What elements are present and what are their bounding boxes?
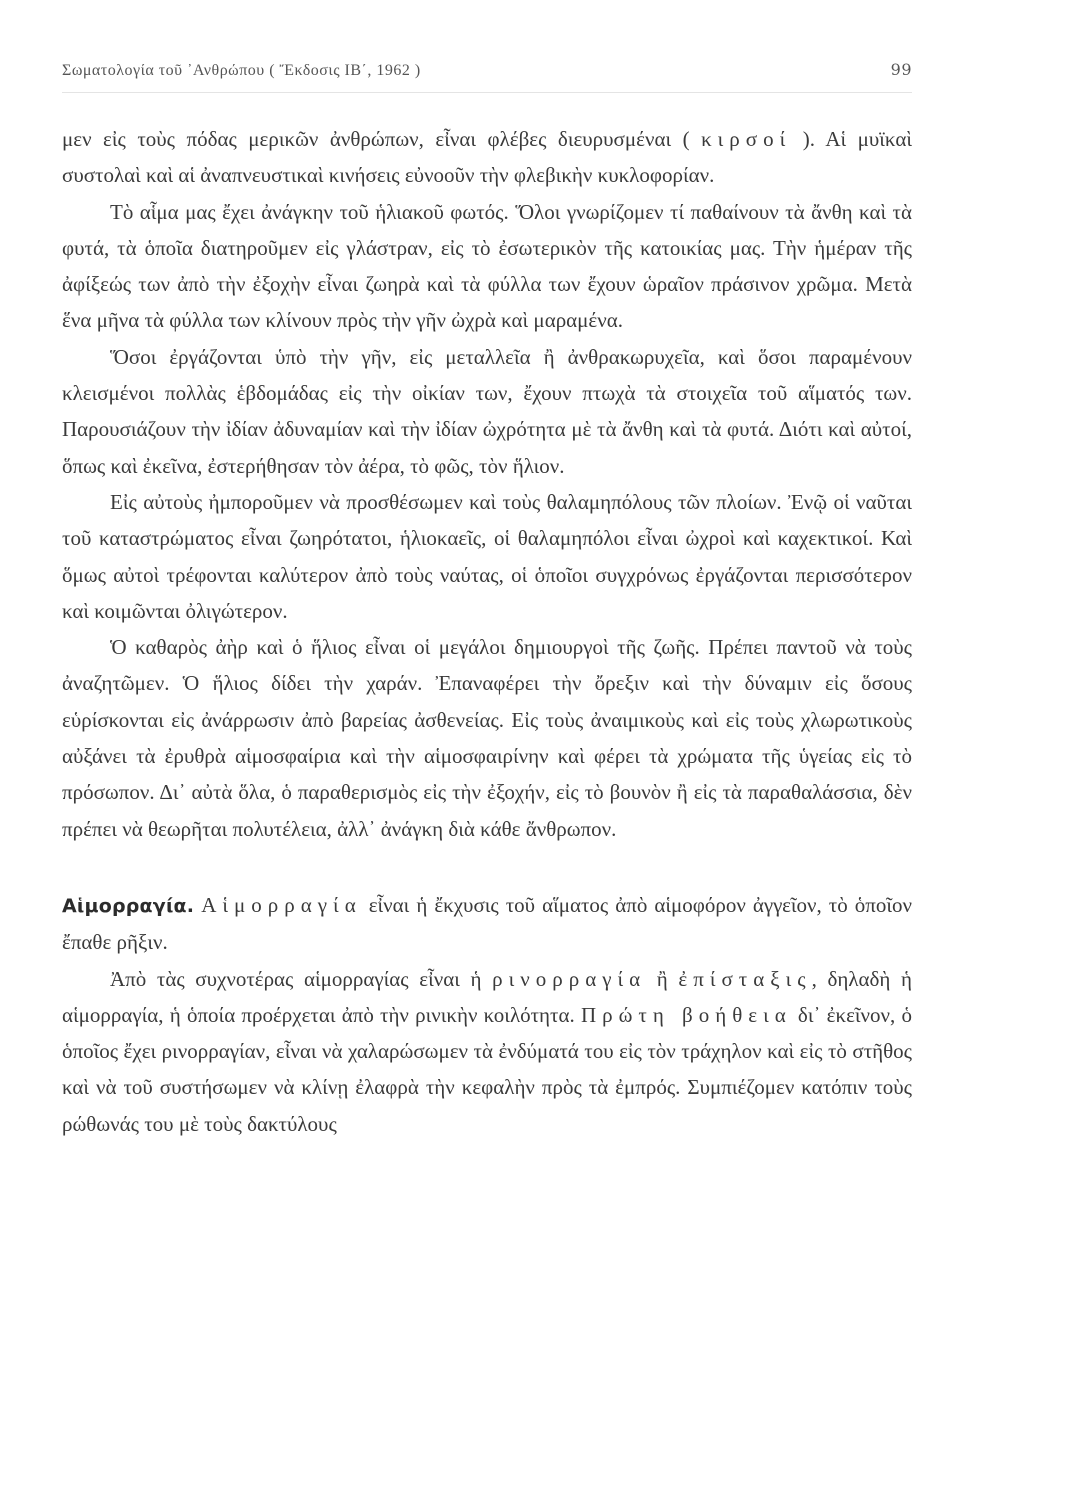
paragraph: Ὅσοι ἐργάζονται ὑπὸ τὴν γῆν, εἰς μεταλλεῖα ἢ ἀνθρακωρυχεῖα, καὶ ὅσοι παραμένουν κλεισμένοι πολλὰς ἑβδομάδας εἰς τὴν οἰκίαν των, ἔχουν πτωχὰ τὰ στοιχεῖα τοῦ αἵματός των. Παρουσιάζουν τὴν ἰδίαν ἀδυναμίαν καὶ τὴν ἰδίαν ὠχρότητα μὲ τὰ ἄνθη καὶ τὰ φυτά. Διότι καὶ αὐτοί, ὅπως καὶ ἐκεῖνα, ἐστερήθησαν τὸν ἀέρα, τὸ φῶς, τὸν ἥλιον. (62, 344, 912, 478)
text-run: δι᾽ ἐκεῖνον, ὁ ὁποῖος ἔχει ρινορραγίαν, εἶναι νὰ χαλαρώσωμεν τὰ ἐνδύματά του εἰς τὸν τράχηλον καὶ εἰς τὸ στῆθος καὶ νὰ τοῦ συστήσωμεν νὰ κλίνῃ ἐλαφρὰ τὴν κεφαλὴν πρὸς τὰ ἐμπρός. Συμπιέζομεν κατόπιν τοὺς ρώθωνάς του μὲ τοὺς δακτύλους (62, 1002, 912, 1136)
spaced-term: κιρσοί (701, 127, 792, 151)
body-text (62, 121, 912, 1142)
section-heading: Αἱμορραγία. (62, 894, 195, 917)
spaced-term: Αἱμορραγία (201, 892, 362, 917)
text-run: μεν εἰς τοὺς πόδας μερικῶν ἀνθρώπων, εἶναι φλέβες διευρυσμέναι ( (62, 127, 702, 151)
text-run: , δηλαδὴ ἡ αἱμορραγία, ἡ ὁποία προέρχεται ἀπὸ τὴν ρινικὴν κοιλότητα. (62, 966, 913, 1027)
spaced-term: ἐπίσταξις (678, 966, 812, 991)
paragraph: Τὸ αἷμα μας ἔχει ἀνάγκην τοῦ ἡλιακοῦ φωτός. Ὅλοι γνωρίζομεν τί παθαίνουν τὰ ἄνθη καὶ τὰ φυτά, τὰ ὁποῖα διατηροῦμεν εἰς γλάστραν, εἰς τὸ ἐσωτερικὸν τῆς κατοικίας μας. Τὴν ἡμέραν τῆς ἀφίξεώς των ἀπὸ τὴν ἐξοχὴν εἶναι ζωηρὰ καὶ τὰ φύλλα των ἔχουν ὡραῖον πράσινον χρῶμα. Μετὰ ἕνα μῆνα τὰ φύλλα των κλίνουν πρὸς τὴν γῆν ὠχρὰ καὶ μαραμένα. (62, 199, 912, 333)
section-gap (62, 847, 912, 887)
spaced-term: Πρώτη βοήθεια (580, 1002, 792, 1027)
text-run: ἢ (646, 966, 679, 991)
paragraph-continuation (62, 121, 912, 194)
text-run: Ἀπὸ τὰς συχνοτέρας αἱμορραγίας εἶναι ἡ (110, 966, 493, 991)
book-page (62, 60, 912, 1142)
spaced-term: ρινορραγία (492, 966, 647, 991)
running-header (62, 60, 912, 93)
section-paragraph (62, 887, 912, 961)
running-title: Σωματολογία τοῦ ᾽Ανθρώπου ( Ἔκδοσις ΙΒ΄, 1962 ) (62, 62, 421, 79)
paragraph: Εἰς αὐτοὺς ἠμποροῦμεν νὰ προσθέσωμεν καὶ τοὺς θαλαμηπόλους τῶν πλοίων. Ἐνῷ οἱ ναῦται τοῦ καταστρώματος εἶναι ζωηρότατοι, ἡλιοκαεῖς, οἱ θαλαμηπόλοι εἶναι ὠχροὶ καὶ καχεκτικοί. Καὶ ὅμως αὐτοὶ τρέφονται καλύτερον ἀπὸ τοὺς ναύτας, οἱ ὁποῖοι συγχρόνως ἐργάζονται περισσότερον καὶ κοιμῶνται ὀλιγώτερον. (62, 489, 912, 623)
text-run: εἶναι ἡ ἔκχυσις τοῦ αἵματος ἀπὸ αἱμοφόρον ἀγγεῖον, τὸ ὁποῖον ἔπαθε ρῆξιν. (62, 892, 912, 955)
page-number: 99 (890, 60, 912, 79)
text-run: ). Αἱ μυϊκαὶ συστολαὶ καὶ αἱ ἀναπνευστικαὶ κινήσεις εὐνοοῦν τὴν φλεβικὴν κυκλοφορίαν. (62, 127, 912, 188)
paragraph: Ὁ καθαρὸς ἀὴρ καὶ ὁ ἥλιος εἶναι οἱ μεγάλοι δημιουργοὶ τῆς ζωῆς. Πρέπει παντοῦ νὰ τοὺς ἀναζητῶμεν. Ὁ ἥλιος δίδει τὴν χαράν. Ἐπαναφέρει τὴν ὄρεξιν καὶ τὴν δύναμιν εἰς ὅσους εὑρίσκονται εἰς ἀνάρρωσιν ἀπὸ βαρείας ἀσθενείας. Εἰς τοὺς ἀναιμικοὺς καὶ εἰς τοὺς χλωρωτικοὺς αὐξάνει τὰ ἐρυθρὰ αἱμοσφαίρια καὶ τὴν αἱμοσφαιρίνην καὶ φέρει τὰ χρώματα τῆς ὑγείας εἰς τὸ πρόσωπον. Δι᾽ αὐτὰ ὅλα, ὁ παραθερισμὸς εἰς τὴν ἐξοχήν, εἰς τὸ βουνὸν ἢ εἰς τὰ παραθαλάσσια, δὲν πρέπει νὰ θεωρῆται πολυτέλεια, ἀλλ᾽ ἀνάγκη διὰ κάθε ἄνθρωπον. (62, 635, 912, 841)
paragraph (62, 961, 912, 1142)
